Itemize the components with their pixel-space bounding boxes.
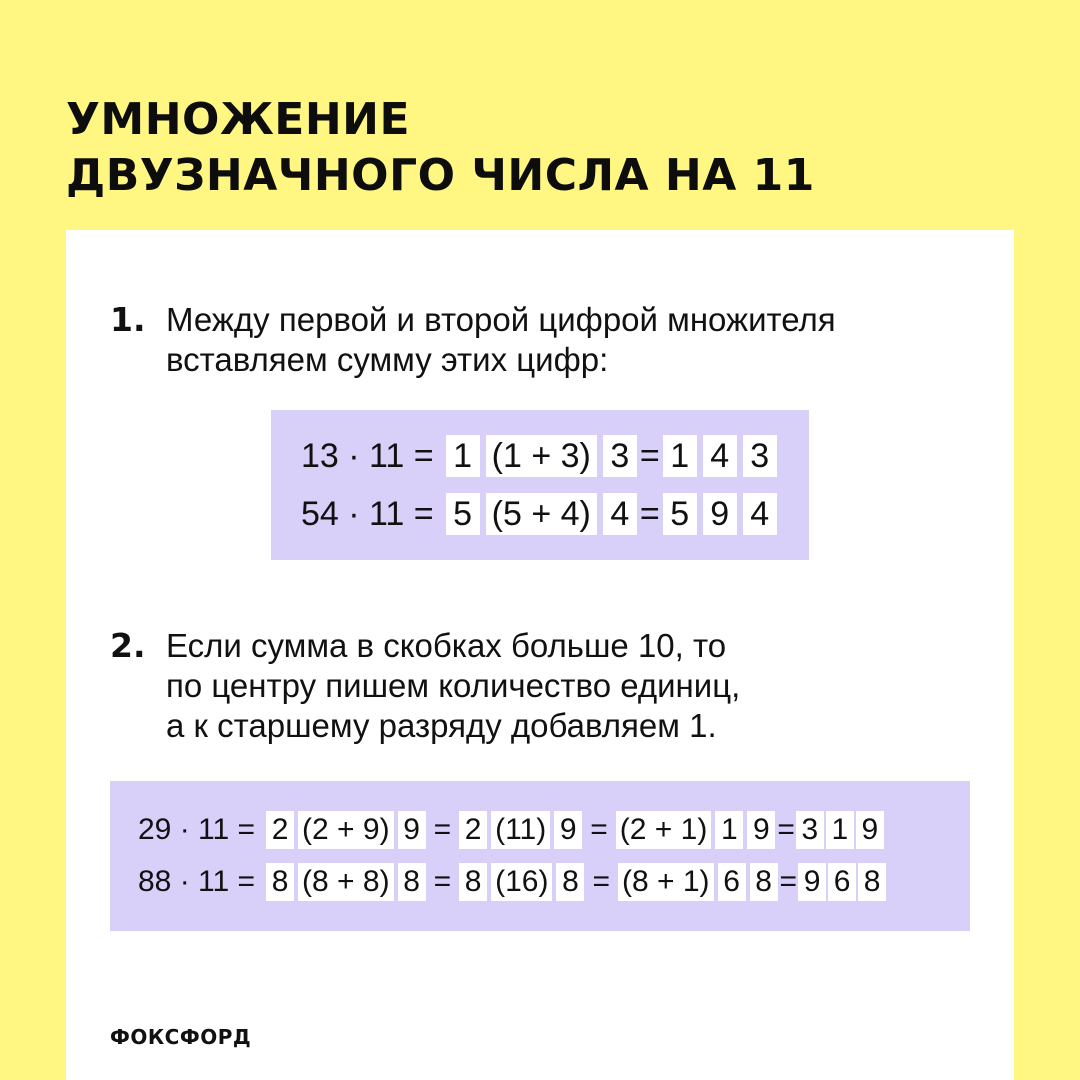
digit-cell: 4 [603, 493, 637, 535]
brand-logo: ФОКСФОРД [110, 1025, 252, 1049]
result-digit: 4 [743, 493, 777, 535]
equation-lhs: 54 · 11 = [301, 494, 434, 533]
step-2-text [166, 626, 740, 746]
step-2-line-3: а к старшему разряду добавляем 1. [166, 707, 717, 744]
result-digit: 1 [826, 811, 854, 849]
title-line-2: ДВУЗНАЧНОГО ЧИСЛА НА 11 [66, 150, 815, 201]
digit-cell: 8 [266, 863, 294, 901]
digit-cell: 1 [446, 435, 480, 477]
step-1-line-1: Между первой и второй цифрой множителя [166, 301, 836, 338]
sum-cell: (11) [491, 811, 550, 849]
equals-sign: = [639, 494, 660, 533]
result-digit: 3 [796, 811, 824, 849]
result-digit: 1 [663, 435, 697, 477]
digit-cell: 5 [446, 493, 480, 535]
sum-cell: (16) [491, 863, 552, 901]
equation-lhs: 13 · 11 = [301, 436, 434, 475]
digit-cell: 9 [398, 811, 426, 849]
result-digit: 5 [663, 493, 697, 535]
carry-cell: (8 + 1) [618, 863, 714, 901]
equation-lhs: 88 · 11 = [138, 865, 256, 898]
digit-cell: 2 [266, 811, 294, 849]
digit-cell: 9 [747, 811, 775, 849]
equals-sign: = [639, 436, 660, 475]
result-digit: 9 [798, 863, 826, 901]
equals-sign: = [590, 813, 608, 846]
example-box-2 [110, 781, 970, 931]
sum-cell: (8 + 8) [298, 863, 394, 901]
digit-cell: 1 [715, 811, 743, 849]
digit-cell: 3 [603, 435, 637, 477]
step-1-line-2: вставляем сумму этих цифр: [166, 341, 609, 378]
title-line-1: УМНОЖЕНИЕ [66, 94, 411, 145]
step-1-number: 1. [110, 300, 146, 339]
result-digit: 3 [743, 435, 777, 477]
equals-sign: = [433, 865, 452, 898]
step-2-number: 2. [110, 626, 146, 665]
digit-cell: 8 [459, 863, 487, 901]
step-2-line-1: Если сумма в скобках больше 10, то [166, 627, 727, 664]
sum-cell: (5 + 4) [486, 493, 597, 535]
equals-sign: = [433, 813, 452, 846]
digit-cell: 8 [750, 863, 778, 901]
result-digit: 9 [703, 493, 737, 535]
equation-row [138, 810, 970, 850]
equals-sign: = [779, 865, 798, 898]
step-1-text [166, 300, 836, 380]
step-2-line-2: по центру пишем количество единиц, [166, 667, 741, 704]
equation-row [301, 433, 809, 479]
digit-cell: 8 [398, 863, 426, 901]
equation-row [301, 491, 809, 537]
carry-cell: (2 + 1) [616, 811, 712, 849]
step-1 [110, 300, 836, 380]
digit-cell: 9 [554, 811, 582, 849]
equals-sign: = [777, 813, 795, 846]
example-box-1 [271, 410, 809, 560]
page-title [66, 92, 815, 204]
digit-cell: 6 [718, 863, 746, 901]
digit-cell: 8 [556, 863, 584, 901]
equation-lhs: 29 · 11 = [138, 813, 256, 846]
result-digit: 9 [856, 811, 884, 849]
step-2 [110, 626, 740, 746]
result-digit: 4 [703, 435, 737, 477]
digit-cell: 2 [459, 811, 487, 849]
result-digit: 8 [858, 863, 886, 901]
content-card [66, 230, 1014, 1080]
result-digit: 6 [828, 863, 856, 901]
equals-sign: = [592, 865, 610, 898]
equation-row [138, 862, 970, 902]
sum-cell: (1 + 3) [486, 435, 597, 477]
sum-cell: (2 + 9) [298, 811, 394, 849]
